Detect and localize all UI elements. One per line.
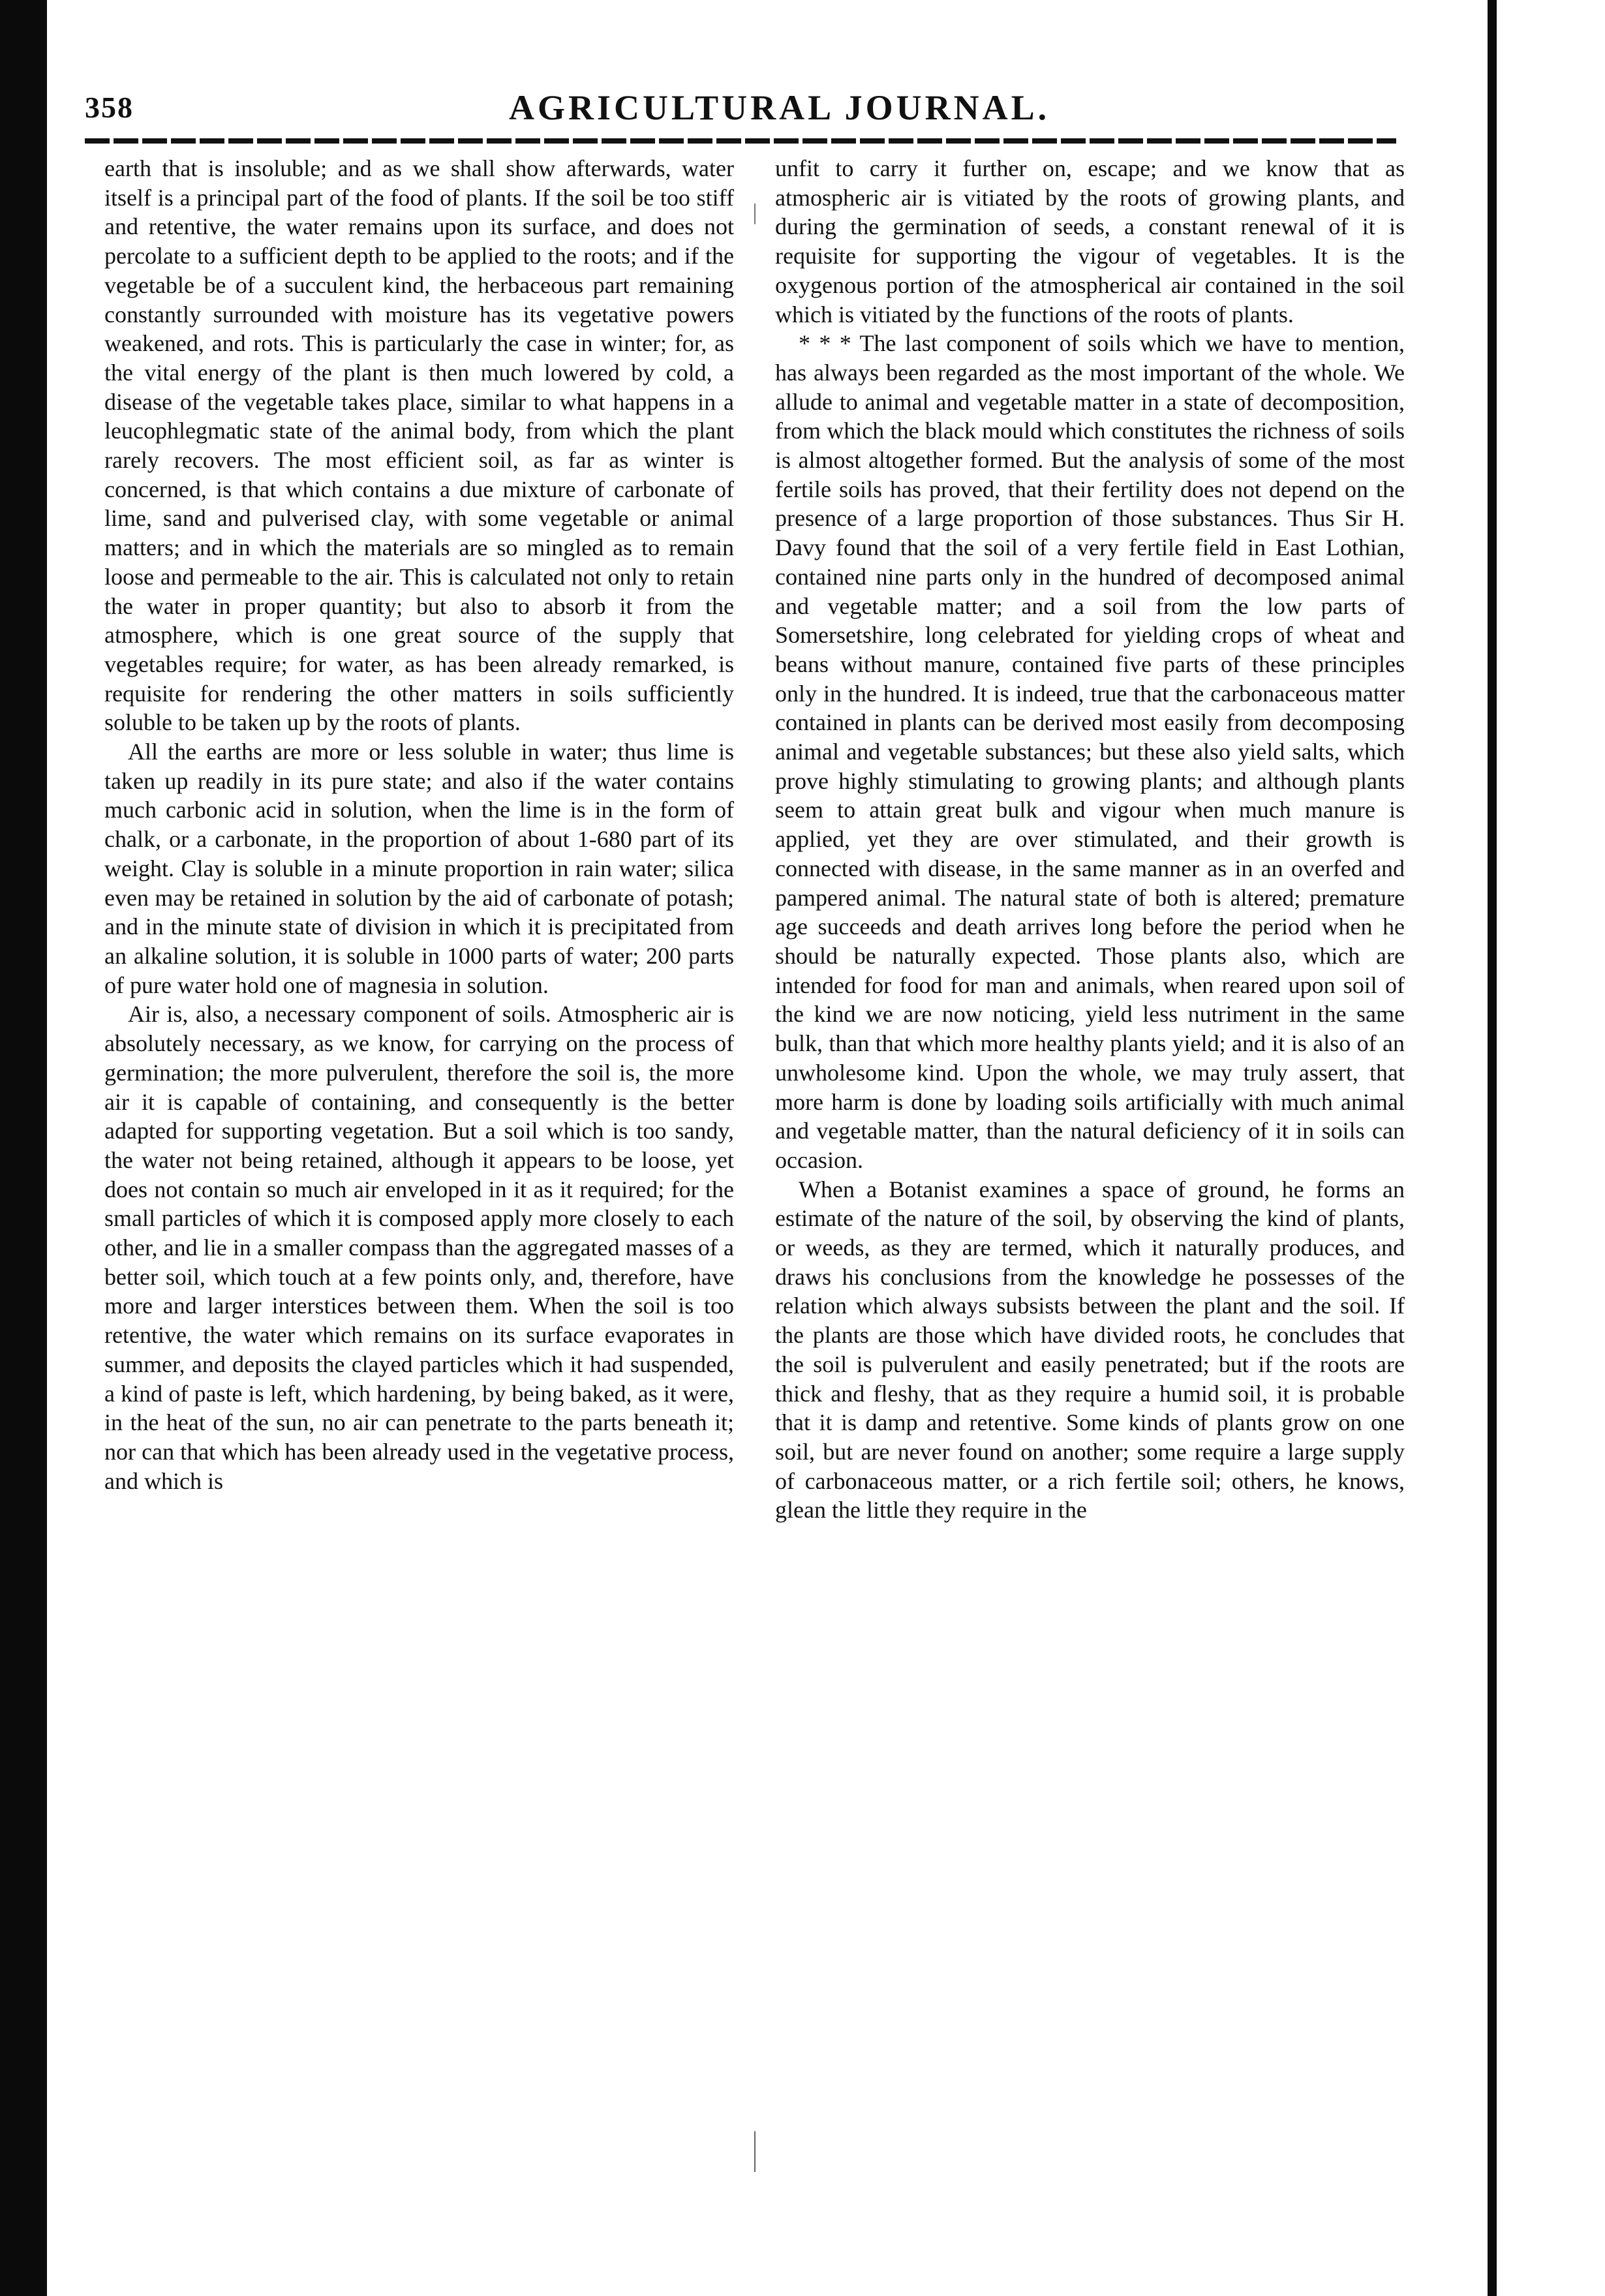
- right-column: [775, 154, 1405, 1525]
- page-header: [78, 84, 1435, 136]
- journal-page: [78, 0, 1435, 2296]
- column-divider: [754, 163, 756, 2192]
- paragraph: Air is, also, a necessary component of soils. Atmospheric air is absolutely necessary, as we know, for carrying on the process of germination; the more pulverulent, therefore the soil is, the more air it is capable of containing, and consequently is the better adapted for supporting vegetation. But a soil which is too sandy, the water not being retained, although it appears to be loose, yet does not contain so much air enveloped in it as it required; for the small particles of which it is composed apply more closely to each other, and lie in a smaller compass than the aggregated masses of a better soil, which touch at a few points only, and, therefore, have more and larger interstices between them. When the soil is too retentive, the water which remains on its surface evaporates in summer, and deposits the clayed particles which it had suspended, a kind of paste is left, which hardening, by being baked, as it were, in the heat of the sun, no air can penetrate to the parts beneath it; nor can that which has been already used in the vegetative process, and which is: [104, 1001, 734, 1494]
- scan-edge-right: [1488, 0, 1497, 2296]
- paragraph: All the earths are more or less soluble in water; thus lime is taken up readily in its pure state; and also if the water contains much carbonic acid in solution, when the lime is in the form of chalk, or a carbonate, in the proportion of about 1-680 part of its weight. Clay is soluble in a minute proportion in rain water; silica even may be retained in solution by the aid of carbonate of potash; and in the minute state of division in which it is precipitated from an alkaline solution, it is soluble in 1000 parts of water; 200 parts of pure water hold one of magnesia in solution.: [104, 739, 734, 998]
- running-title: AGRICULTURAL JOURNAL.: [509, 88, 1050, 127]
- paragraph: earth that is insoluble; and as we shall show afterwards, water itself is a principal part of the food of plants. If the soil be too stiff and retentive, the water remains upon its surface, and does not percolate to a sufficient depth to be applied to the roots; and if the vegetable be of a succulent kind, the herbaceous part remaining constantly surrounded with moisture has its vegetative powers weakened, and rots. This is particularly the case in winter; for, as the vital energy of the plant is then much lowered by cold, a disease of the vegetable takes place, similar to what happens in a leucophlegmatic state of the animal body, from which the plant rarely recovers. The most efficient soil, as far as winter is concerned, is that which contains a due mixture of carbonate of lime, sand and pulverised clay, with some vegetable or animal matters; and in which the materials are so mingled as to remain loose and permeable to the air. This is calculated not only to retain the water in proper quantity; but also to absorb it from the atmosphere, which is one great source of the supply that vegetables require; for water, as has been already remarked, is requisite for rendering the other matters in soils sufficiently soluble to be taken up by the roots of plants.: [104, 155, 734, 736]
- left-column: [104, 154, 734, 1495]
- paragraph: * * * The last component of soils which we have to mention, has always been regarded as the most important of the whole. We allude to animal and vegetable matter in a state of decomposition, from which the black mould which constitutes the richness of soils is almost altogether formed. But the analysis of some of the most fertile soils has proved, that their fertility does not depend on the presence of a large proportion of those substances. Thus Sir H. Davy found that the soil of a very fertile field in East Lothian, contained nine parts only in the hundred of decomposed animal and vegetable matter; and a soil from the low parts of Somersetshire, long celebrated for yielding crops of wheat and beans without manure, contained five parts of these principles only in the hundred. It is indeed, true that the carbonaceous matter contained in plants can be derived most easily from decomposing animal and vegetable substances; but these also yield salts, which prove highly stimulating to growing plants; and although plants seem to attain great bulk and vigour when much manure is applied, yet they are over stimulated, and their growth is connected with disease, in the same manner as in an overfed and pampered animal. The natural state of both is altered; premature age succeeds and death arrives long before the period when he should be naturally expected. Those plants also, which are intended for food for man and animals, when reared upon soil of the kind we are now noticing, yield less nutriment in the same bulk, than that which more healthy plants yield; and it is also of an unwholesome kind. Upon the whole, we may truly assert, that more harm is done by loading soils artificially with much animal and vegetable matter, than the natural deficiency of it in soils can occasion.: [775, 330, 1405, 1173]
- paragraph: unfit to carry it further on, escape; and we know that as atmospheric air is vitiated by the roots of growing plants, and during the germination of seeds, a constant renewal of it is requisite for supporting the vigour of vegetables. It is the oxygenous portion of the atmospherical air contained in the soil which is vitiated by the functions of the roots of plants.: [775, 155, 1405, 328]
- page-number: 358: [85, 91, 134, 124]
- scan-edge-left: [0, 0, 47, 2296]
- paragraph: When a Botanist examines a space of ground, he forms an estimate of the nature of the soil, by observing the kind of plants, or weeds, as they are termed, which it naturally produces, and draws his conclusions from the knowledge he possesses of the relation which always subsists between the plant and the soil. If the plants are those which have divided roots, he concludes that the soil is pulverulent and easily penetrated; but if the roots are thick and fleshy, that as they require a humid soil, it is probable that it is damp and retentive. Some kinds of plants grow on one soil, but are never found on another; some require a large supply of carbonaceous matter, or a rich fertile soil; others, he knows, glean the little they require in the: [775, 1176, 1405, 1523]
- header-rule: [85, 138, 1396, 144]
